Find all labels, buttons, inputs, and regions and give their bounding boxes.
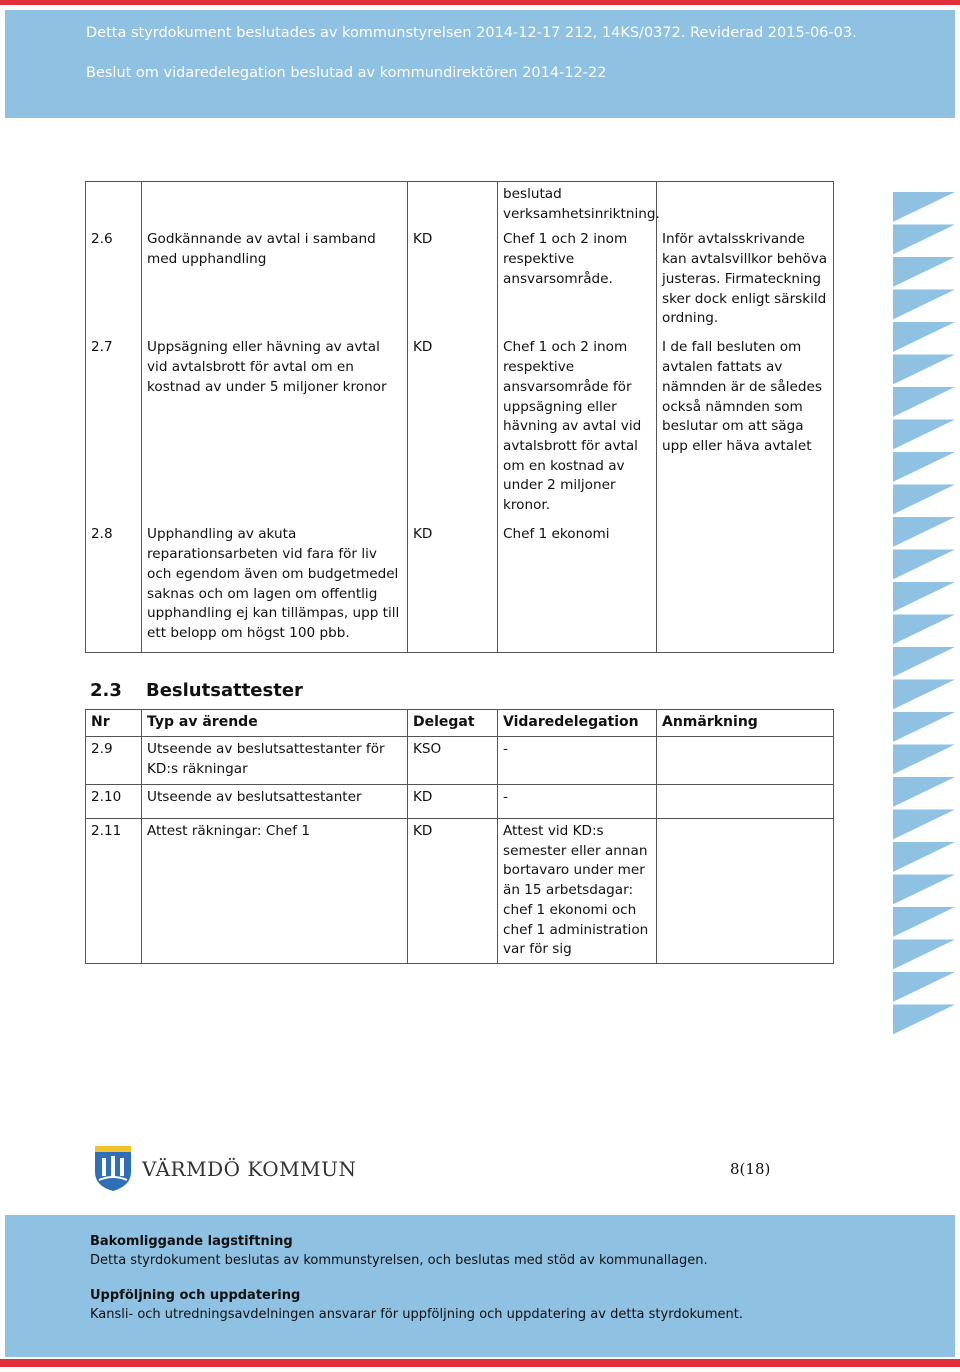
- decorative-triangle: [893, 290, 955, 320]
- case-type: Upphandling av akuta reparationsarbeten vid fara för liv och egendom även om budgetmedel saknas och om lagen om offentlig upphandling ej kan tillämpas, upp till ett belopp om högst 100 pbb.: [142, 522, 408, 652]
- bottom-red-stripe: [0, 1359, 960, 1367]
- sub-delegation: -: [498, 737, 657, 785]
- table-row: [86, 335, 834, 522]
- remark: Inför avtalsskrivande kan avtalsvillkor behöva justeras. Firmateckning sker dock enligt särskild ordning.: [657, 227, 834, 335]
- row-number: [86, 182, 142, 228]
- header-delegation-line: Beslut om vidaredelegation beslutad av kommundirektören 2014-12-22: [86, 65, 607, 81]
- header-decision-line: Detta styrdokument beslutades av kommunstyrelsen 2014-12-17 212, 14KS/0372. Reviderad 2015-06-03.: [86, 25, 857, 41]
- remark: [657, 522, 834, 652]
- decorative-triangle-pattern: [893, 192, 955, 1052]
- decorative-triangle: [893, 842, 955, 872]
- delegate: KD: [408, 819, 498, 964]
- remark: [657, 737, 834, 785]
- sub-delegation: beslutad verksamhetsinriktning.: [498, 182, 657, 228]
- footer-text-followup: Kansli- och utredningsavdelningen ansvarar för uppföljning och uppdatering av detta styrdokument.: [90, 1307, 744, 1322]
- table-row: [86, 522, 834, 652]
- decorative-triangle: [893, 420, 955, 450]
- remark: [657, 182, 834, 228]
- sub-delegation: Attest vid KD:s semester eller annan bortavaro under mer än 15 arbetsdagar: chef 1 ekonomi och chef 1 administration var för sig: [498, 819, 657, 964]
- table-header-row: [86, 710, 834, 737]
- footer-heading-legislation: Bakomliggande lagstiftning: [90, 1234, 293, 1249]
- decorative-triangle: [893, 517, 955, 547]
- footer-text-legislation: Detta styrdokument beslutas av kommunstyrelsen, och beslutas med stöd av kommunallagen.: [90, 1253, 708, 1268]
- row-number: 2.10: [86, 785, 142, 819]
- footer-heading-followup: Uppföljning och uppdatering: [90, 1288, 301, 1303]
- case-type: [142, 182, 408, 228]
- row-number: 2.11: [86, 819, 142, 964]
- section-title: Beslutsattester: [146, 680, 303, 701]
- decorative-triangle: [893, 322, 955, 352]
- decorative-triangle: [893, 680, 955, 710]
- table-row: [86, 227, 834, 335]
- header-remark: Anmärkning: [657, 710, 834, 737]
- decorative-triangle: [893, 387, 955, 417]
- sub-delegation: Chef 1 ekonomi: [498, 522, 657, 652]
- top-red-stripe: [0, 0, 960, 5]
- delegation-table-continued: [85, 181, 834, 653]
- decorative-triangle: [893, 192, 955, 222]
- remark: [657, 785, 834, 819]
- delegate: KSO: [408, 737, 498, 785]
- remark: I de fall besluten om avtalen fattats av nämnden är de således också nämnden som beslutar om att säga upp eller häva avtalet: [657, 335, 834, 522]
- row-number: 2.8: [86, 522, 142, 652]
- row-number: 2.6: [86, 227, 142, 335]
- header-nr: Nr: [86, 710, 142, 737]
- case-type: Attest räkningar: Chef 1: [142, 819, 408, 964]
- decorative-triangle: [893, 810, 955, 840]
- delegate: KD: [408, 335, 498, 522]
- decorative-triangle: [893, 875, 955, 905]
- row-number: 2.7: [86, 335, 142, 522]
- attestation-table: [85, 709, 834, 964]
- delegate: KD: [408, 227, 498, 335]
- section-heading: [90, 680, 303, 701]
- header-type: Typ av ärende: [142, 710, 408, 737]
- remark: [657, 819, 834, 964]
- decorative-triangle: [893, 452, 955, 482]
- table-row: [86, 785, 834, 819]
- decorative-triangle: [893, 582, 955, 612]
- header-delegate: Delegat: [408, 710, 498, 737]
- decorative-triangle: [893, 1005, 955, 1035]
- decorative-triangle: [893, 972, 955, 1002]
- decorative-triangle: [893, 647, 955, 677]
- decorative-triangle: [893, 712, 955, 742]
- decorative-triangle: [893, 745, 955, 775]
- section-number: 2.3: [90, 680, 122, 701]
- table-row: [86, 737, 834, 785]
- header-sub-delegation: Vidaredelegation: [498, 710, 657, 737]
- case-type: Utseende av beslutsattestanter för KD:s räkningar: [142, 737, 408, 785]
- decorative-triangle: [893, 550, 955, 580]
- decorative-triangle: [893, 907, 955, 937]
- decorative-triangle: [893, 615, 955, 645]
- sub-delegation: Chef 1 och 2 inom respektive ansvarsområde för uppsägning eller hävning av avtal vid avtalsbrott för avtal om en kostnad av under 2 miljoner kronor.: [498, 335, 657, 522]
- decorative-triangle: [893, 485, 955, 515]
- delegate: [408, 182, 498, 228]
- sub-delegation: -: [498, 785, 657, 819]
- delegate: KD: [408, 522, 498, 652]
- decorative-triangle: [893, 355, 955, 385]
- page-number: 8(18): [730, 1160, 771, 1178]
- case-type: Utseende av beslutsattestanter: [142, 785, 408, 819]
- decorative-triangle: [893, 940, 955, 970]
- table-row: [86, 182, 834, 228]
- row-number: 2.9: [86, 737, 142, 785]
- table-row: [86, 819, 834, 964]
- decorative-triangle: [893, 257, 955, 287]
- case-type: Uppsägning eller hävning av avtal vid avtalsbrott för avtal om en kostnad av under 5 miljoner kronor: [142, 335, 408, 522]
- decorative-triangle: [893, 225, 955, 255]
- case-type: Godkännande av avtal i samband med upphandling: [142, 227, 408, 335]
- delegate: KD: [408, 785, 498, 819]
- sub-delegation: Chef 1 och 2 inom respektive ansvarsområde.: [498, 227, 657, 335]
- decorative-triangle: [893, 777, 955, 807]
- municipality-name: VÄRMDÖ KOMMUN: [142, 1157, 357, 1181]
- varmdo-coat-of-arms-logo: [93, 1144, 133, 1192]
